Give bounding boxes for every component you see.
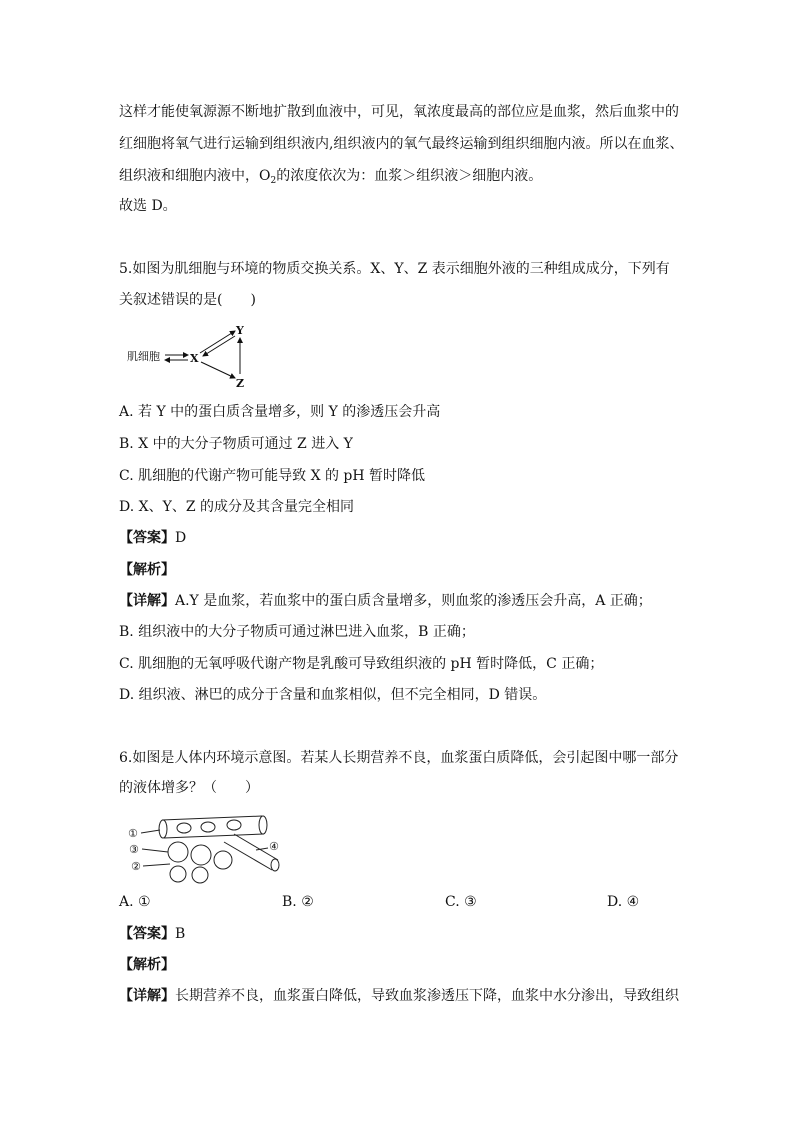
q5-arrow-x-to-z (201, 362, 235, 378)
q5-answer-label: 【答案】 (119, 530, 175, 546)
q5-detail-label: 【详解】 (119, 593, 175, 609)
q5-stem-line-2: 关叙述错误的是( ) (119, 292, 256, 308)
q5-answer-value: D (175, 530, 187, 546)
oxygen-subscript: 2 (270, 176, 277, 186)
q6-label-1: ① (128, 827, 138, 840)
q6-detail-line-1 (119, 986, 679, 1006)
q6-tissue-cell (192, 867, 208, 883)
q6-label-4: ④ (269, 840, 279, 853)
intro-line-2: 红细胞将氧气进行运输到组织液内,组织液内的氧气最终运输到组织细胞内液。所以在血浆、 (119, 136, 684, 152)
q5-answer (119, 528, 186, 548)
q5-option-d: D. X、Y、Z 的成分及其含量完全相同 (119, 499, 355, 515)
q5-option-a: A. 若 Y 中的蛋白质含量增多，则 Y 的渗透压会升高 (119, 404, 441, 420)
q5-arrow-x-to-y (200, 331, 235, 353)
intro-line-1: 这样才能使氧源源不断地扩散到血液中，可见，氧浓度最高的部位应是血浆，然后血浆中的 (119, 104, 679, 120)
q6-answer (119, 924, 185, 944)
q5-detail-line-2: B. 组织液中的大分子物质可通过淋巴进入血浆，B 正确； (119, 624, 475, 640)
q6-red-cell (201, 822, 215, 832)
q5-option-c: C. 肌细胞的代谢产物可能导致 X 的 pH 暂时降低 (119, 468, 426, 484)
q6-pointer-1 (141, 830, 160, 833)
q5-detail-line-1 (119, 591, 652, 611)
q6-capillary-upper-opening (159, 820, 167, 838)
intro-line-3-pre: 组织液和细胞内液中，O (119, 168, 271, 184)
intro-line-3-post: 的浓度依次为：血浆＞组织液＞细胞内液。 (276, 168, 543, 184)
q5-detail-text-1: A.Y 是血浆，若血浆中的蛋白质含量增多，则血浆的渗透压会升高，A 正确； (175, 593, 652, 609)
q6-analysis-label: 【解析】 (119, 957, 175, 973)
q6-option-b: B. ② (282, 894, 314, 910)
q5-arrow-y-to-x (203, 336, 235, 356)
q5-detail-line-4: D. 组织液、淋巴的成分于含量和血浆相似，但不完全相同，D 错误。 (119, 687, 547, 703)
intro-line-4: 故选 D。 (119, 198, 177, 214)
q6-option-d: D. ④ (607, 894, 640, 910)
q5-analysis-label: 【解析】 (119, 562, 175, 578)
q6-label-3: ③ (129, 843, 139, 856)
q6-option-c: C. ③ (445, 894, 477, 910)
q6-tissue-cell (214, 851, 232, 869)
q6-detail-text: 长期营养不良，血浆蛋白降低，导致血浆渗透压下降，血浆中水分渗出，导致组织 (175, 988, 679, 1004)
q6-pointer-3 (142, 849, 168, 852)
q6-option-a: A. ① (119, 894, 151, 910)
q6-answer-value: B (175, 926, 186, 942)
q5-diagram-muscle-cell-label: 肌细胞 (127, 350, 160, 363)
q6-tissue-cell (191, 845, 211, 865)
q6-tissue-cell (170, 866, 186, 882)
q6-red-cell (177, 823, 191, 833)
q6-stem-line-2: 的液体增多？（ ） (119, 780, 259, 796)
q5-option-b: B. X 中的大分子物质可通过 Z 进入 Y (119, 436, 353, 452)
q5-diagram-node-y: Y (236, 324, 244, 337)
q5-stem-line-1: 5.如图为肌细胞与环境的物质交换关系。X、Y、Z 表示细胞外液的三种组成成分，下列有 (119, 261, 670, 277)
intro-line-3 (119, 166, 542, 186)
q5-diagram-node-x: X (190, 352, 199, 365)
q5-diagram-node-z: Z (236, 377, 245, 390)
q5-exchange-diagram (125, 322, 260, 390)
q5-detail-line-3: C. 肌细胞的无氧呼吸代谢产物是乳酸可导致组织液的 pH 暂时降低，C 正确； (119, 656, 604, 672)
q6-stem-line-1: 6.如图是人体内环境示意图。若某人长期营养不良，血浆蛋白质降低，会引起图中哪一部分 (119, 750, 679, 766)
q6-internal-environment-diagram (126, 812, 294, 884)
q6-tissue-cell (168, 842, 188, 862)
q6-answer-label: 【答案】 (119, 926, 175, 942)
q6-detail-label: 【详解】 (119, 988, 175, 1004)
q6-label-2: ② (131, 860, 141, 873)
q6-red-cell (227, 820, 241, 830)
q6-lymph-vessel-end (271, 859, 279, 871)
q6-pointer-2 (143, 864, 170, 866)
q6-capillary-upper-end (259, 816, 267, 834)
